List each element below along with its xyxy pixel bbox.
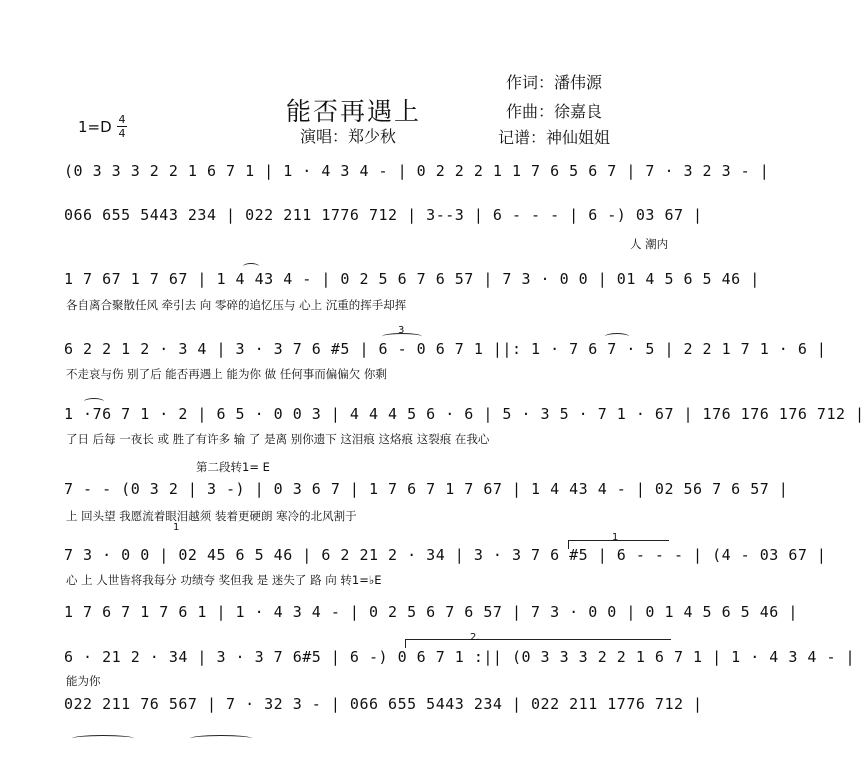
key-signature: 1=D	[78, 118, 112, 136]
composer-credit: 作曲：徐嘉良	[506, 102, 603, 121]
volta-label-2: 2.	[470, 632, 480, 643]
slur-arc	[243, 263, 259, 270]
score-row-2: 066 655 5443 234 | 022 211 1776 712 | 3--3 | 6 - - - | 6 -) 03 67 |	[64, 206, 703, 224]
lyrics-row-5: 了日 后每 一夜长 或 胜了有许多 输 了 是离 别你遗下 这泪痕 这烙痕 这裂痕 在我心	[66, 432, 490, 446]
time-signature-bottom: 4	[118, 127, 126, 140]
volta-label-1: 1	[612, 532, 619, 543]
lyrics-row-3: 各自离合聚散任风 牵引去 向 零碎的追忆压与 心上 沉重的挥手却挥	[66, 298, 407, 312]
slur-arc	[190, 735, 252, 742]
volta-bracket-2	[405, 639, 671, 648]
slur-arc	[605, 333, 629, 340]
lyrics-row-9: 能为你	[66, 674, 101, 688]
lyrics-row-7: 心 上 人世皆将我每分 功绩夸 奖但我 是 迷失了 路 向 转1=♭E	[66, 573, 382, 587]
score-row-1: (0 3 3 3 2 2 1 6 7 1 | 1 · 4 3 4 - | 0 2 2 2 1 1 7 6 5 6 7 | 7 · 3 2 3 - |	[64, 162, 770, 180]
score-row-4: 6 2 2 1 2 · 3 4 | 3 · 3 7 6 #5 | 6 - 0 6 7 1 ||: 1 · 7 6 7 · 5 | 2 2 1 7 1 · 6 |	[64, 340, 827, 358]
time-signature	[117, 114, 127, 139]
score-row-6: 7 - - (0 3 2 | 3 -) | 0 3 6 7 | 1 7 6 7 1 7 67 | 1 4 43 4 - | 02 56 7 6 57 |	[64, 480, 789, 498]
volta-bracket-1	[568, 540, 669, 549]
lyricist-credit: 作词：潘伟源	[506, 73, 603, 92]
score-row-7: 7 3 · 0 0 | 02 45 6 5 46 | 6 2 21 2 · 34 | 3 · 3 7 6 #5 | 6 - - - | (4 - 03 67 |	[64, 546, 827, 564]
slur-arc	[382, 333, 422, 340]
section-two-key-change: 第二段转1= E	[196, 460, 270, 474]
triplet-mark: 3	[398, 325, 405, 336]
score-row-9: 6 · 21 2 · 34 | 3 · 3 7 6#5 | 6 -) 0 6 7 1 :|| (0 3 3 3 2 2 1 6 7 1 | 1 · 4 3 4 - |	[64, 648, 856, 666]
score-row-10: 022 211 76 567 | 7 · 32 3 - | 066 655 5443 234 | 022 211 1776 712 |	[64, 695, 703, 713]
measure-number: 1	[173, 522, 180, 533]
slur-arc	[72, 735, 134, 742]
time-signature-top: 4	[118, 113, 126, 126]
slur-arc	[84, 398, 104, 405]
transcriber-credit: 记谱：神仙姐姐	[498, 128, 611, 147]
score-row-3: 1 7 67 1 7 67 | 1 4 43 4 - | 0 2 5 6 7 6 57 | 7 3 · 0 0 | 01 4 5 6 5 46 |	[64, 270, 760, 288]
lyrics-row-2: 人 潮内	[630, 237, 669, 251]
lyrics-row-4: 不走哀与伤 别了后 能否再遇上 能为你 做 任何事而偏偏欠 你剩	[66, 367, 387, 381]
singer-credit: 演唱：郑少秋	[300, 127, 397, 146]
song-title: 能否再遇上	[286, 97, 422, 126]
score-row-5: 1 ·76 7 1 · 2 | 6 5 · 0 0 3 | 4 4 4 5 6 · 6 | 5 · 3 5 · 7 1 · 67 | 176 176 176 712 |	[64, 405, 865, 423]
score-row-8: 1 7 6 7 1 7 6 1 | 1 · 4 3 4 - | 0 2 5 6 7 6 57 | 7 3 · 0 0 | 0 1 4 5 6 5 46 |	[64, 603, 798, 621]
lyrics-row-6: 上 回头望 我愿流着眼泪越须 装着更硬朗 寒冷的北风割于	[66, 509, 357, 523]
